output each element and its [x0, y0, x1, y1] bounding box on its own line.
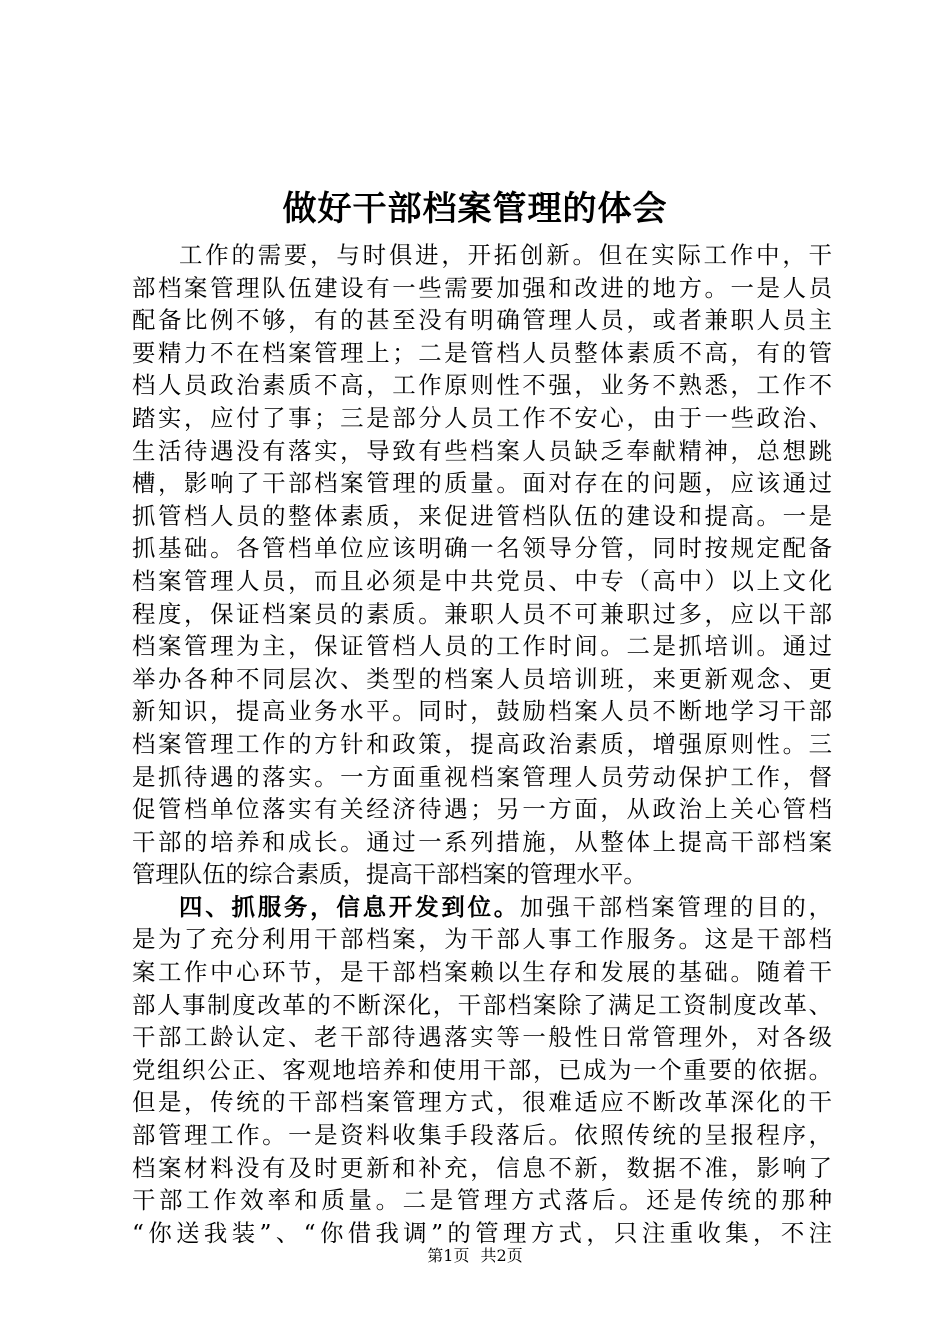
- text-line: 程度，保证档案员的素质。兼职人员不可兼职过多，应以干部: [132, 599, 832, 628]
- text-line: 档人员政治素质不高，工作原则性不强，业务不熟悉，工作不: [132, 371, 832, 400]
- page-number: 第1页: [427, 1246, 470, 1265]
- page-footer: [0, 1245, 950, 1267]
- text-line: 管理队伍的综合素质，提高干部档案的管理水平。: [132, 860, 647, 889]
- text-line: 抓管档人员的整体素质，来促进管档队伍的建设和提高。一是: [132, 501, 832, 530]
- paragraph-2: [132, 891, 832, 1250]
- text-line: 抓基础。各管档单位应该明确一名领导分管，同时按规定配备: [132, 534, 832, 563]
- text-line: 部人事制度改革的不断深化，干部档案除了满足工资制度改革、: [132, 990, 832, 1019]
- text-line: 党组织公正、客观地培养和使用干部，已成为一个重要的依据。: [132, 1055, 832, 1084]
- text-line: “你送我装”、“你借我调”的管理方式，只注重收集，不注: [132, 1218, 832, 1247]
- text-line: 干部工龄认定、老干部待遇落实等一般性日常管理外，对各级: [132, 1023, 832, 1052]
- text-line: 举办各种不同层次、类型的档案人员培训班，来更新观念、更: [132, 664, 832, 693]
- text-line: 槽，影响了干部档案管理的质量。面对存在的问题，应该通过: [132, 469, 832, 498]
- text-line: 档案管理人员，而且必须是中共党员、中专（高中）以上文化: [132, 566, 832, 595]
- text-line: 干部的培养和成长。通过一系列措施，从整体上提高干部档案: [132, 827, 832, 856]
- text-line: 踏实，应付了事；三是部分人员工作不安心，由于一些政治、: [132, 403, 832, 432]
- text-line: 档案管理工作的方针和政策，提高政治素质，增强原则性。三: [132, 729, 832, 758]
- text-line: 部管理工作。一是资料收集手段落后。依照传统的呈报程序，: [132, 1121, 832, 1150]
- section-heading: 四、抓服务，信息开发到位。: [179, 892, 521, 921]
- page-total: 共2页: [480, 1246, 523, 1265]
- text-line: 部档案管理队伍建设有一些需要加强和改进的地方。一是人员: [132, 273, 832, 302]
- text-line: 案工作中心环节，是干部档案赖以生存和发展的基础。随着干: [132, 958, 832, 987]
- text-line: 是抓待遇的落实。一方面重视档案管理人员劳动保护工作，督: [132, 762, 832, 791]
- text-line: 但是，传统的干部档案管理方式，很难适应不断改革深化的干: [132, 1088, 832, 1117]
- paragraph-text: 加强干部档案管理的目的，: [520, 892, 832, 921]
- text-line: 干部工作效率和质量。二是管理方式落后。还是传统的那种: [132, 1186, 832, 1215]
- text-line: 档案材料没有及时更新和补充，信息不新，数据不准，影响了: [132, 1153, 832, 1182]
- text-line: 生活待遇没有落实，导致有些档案人员缺乏奉献精神，总想跳: [132, 436, 832, 465]
- document-body: [132, 239, 832, 1249]
- document-title: 做好干部档案管理的体会: [282, 189, 668, 229]
- text-line: 工作的需要，与时俱进，开拓创新。但在实际工作中，干: [179, 241, 832, 269]
- text-line: 档案管理为主，保证管档人员的工作时间。二是抓培训。通过: [132, 632, 832, 661]
- text-line: 新知识，提高业务水平。同时，鼓励档案人员不断地学习干部: [132, 697, 832, 726]
- text-line: 要精力不在档案管理上；二是管档人员整体素质不高，有的管: [132, 338, 832, 367]
- text-line: 配备比例不够，有的甚至没有明确管理人员，或者兼职人员主: [132, 306, 832, 335]
- text-line: 促管档单位落实有关经济待遇；另一方面，从政治上关心管档: [132, 795, 832, 824]
- paragraph-2-first-line: [132, 891, 832, 924]
- text-line: 是为了充分利用干部档案，为干部人事工作服务。这是干部档: [132, 925, 832, 954]
- paragraph-1: [132, 239, 832, 891]
